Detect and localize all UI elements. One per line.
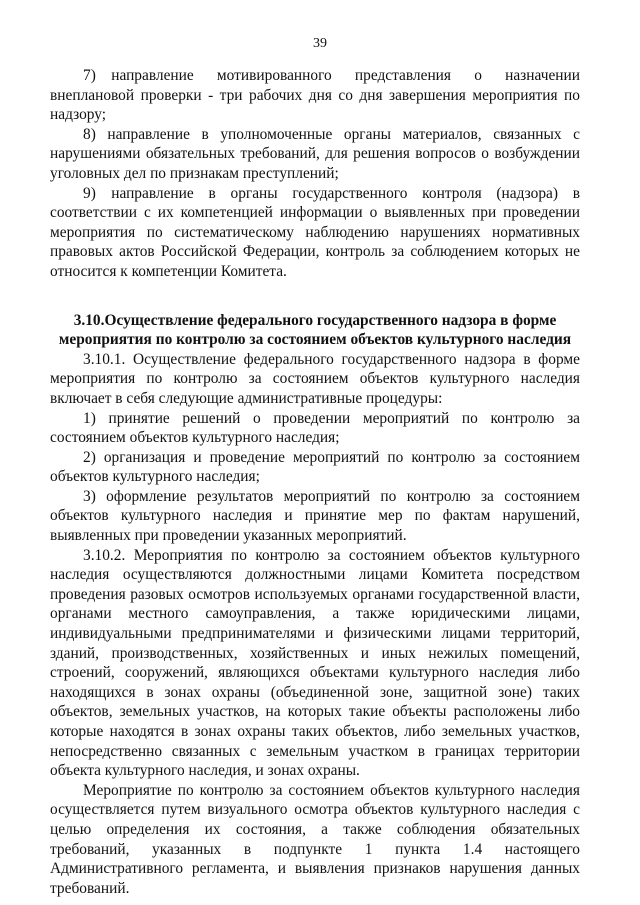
paragraph-visual-inspection: Мероприятие по контролю за состоянием объектов культурного наследия осуществляется путем визуального осмотра объектов культурного наследия с целью определения их состояния, а также соблюдения обязательных требований, указанных в подпункте 1 пункта 1.4 настоящего Административного регламента, и выявления признаков нарушения данных требований.	[50, 781, 580, 897]
page-number: 39	[313, 36, 327, 51]
paragraph-3-10-2: 3.10.2. Мероприятия по контролю за состоянием объектов культурного наследия осуществляются должностными лицами Комитета посредством проведения разовых осмотров используемых органами государственной власти, органами местного самоуправления, а также юридическими лицами, индивидуальными предпринимателями и физическими лицами территорий, зданий, производственных, хозяйственных и иных нежилых помещений, строений, сооружений, являющихся объектами культурного наследия либо находящихся в зонах охраны (объединенной зоне, защитной зоне) таких объектов, земельных участков, на которых такие объекты расположены либо которые находятся в зонах охраны таких объектов, либо земельных участков, непосредственно связанных с земельным участком в границах территории объекта культурного наследия, и зонах охраны.	[50, 546, 580, 780]
procedure-item-1: 1) принятие решений о проведении мероприятий по контролю за состоянием объектов культурного наследия;	[50, 409, 580, 447]
procedure-item-2: 2) организация и проведение мероприятий по контролю за состоянием объектов культурного наследия;	[50, 448, 580, 486]
procedure-item-3: 3) оформление результатов мероприятий по контролю за состоянием объектов культурного наследия и принятие мер по фактам нарушений, выявленных при проведении указанных мероприятий.	[50, 487, 580, 545]
document-body	[50, 66, 580, 898]
paragraph-3-10-1: 3.10.1. Осуществление федерального государственного надзора в форме мероприятия по контролю за состоянием объектов культурного наследия включает в себя следующие административные процедуры:	[50, 350, 580, 407]
section-heading	[50, 311, 580, 350]
list-item-9: 9) направление в органы государственного контроля (надзора) в соответствии с их компетенцией информации о выявленных при проведении мероприятия по систематическому наблюдению нарушениях нормативных правовых актов Российской Федерации, контроль за соблюдением которых не относится к компетенции Комитета.	[50, 184, 580, 280]
list-item-7: 7) направление мотивированного представления о назначении внеплановой проверки - три рабочих дня со дня завершения мероприятия по надзору;	[50, 67, 580, 124]
list-item-8: 8) направление в уполномоченные органы материалов, связанных с нарушениями обязательных требований, для решения вопросов о возбуждении уголовных дел по признакам преступлений;	[50, 125, 580, 182]
section-heading-line-1: 3.10.Осуществление федерального государственного надзора в форме	[73, 311, 557, 329]
section-heading-line-2: мероприятия по контролю за состоянием объектов культурного наследия	[58, 331, 572, 349]
